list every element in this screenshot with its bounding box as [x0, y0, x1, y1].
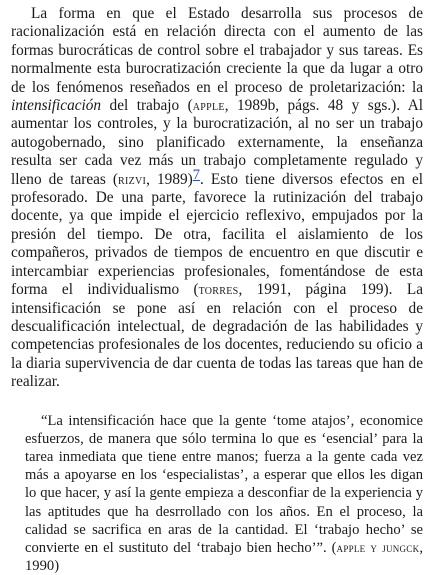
citation-author: rizvi — [118, 171, 147, 188]
quote-text: , 1990) — [25, 539, 423, 575]
paragraph-text: , 1991, página 199). La intensificación se pone así en relación con el proceso de descualificación intelectual, de degradación de las habilidades y competencias profesionales de los docentes, reduciendo su oficio a la diaria supervivencia de dar cuenta de todas las tareas que han de realizar. — [11, 281, 423, 391]
paragraph-text: La forma en que el Estado desarrolla sus procesos de racionalización está en relación directa con el aumento de las formas burocráticas de control sobre el trabajador y sus tareas. Es normalmente esta burocratización creciente la que da lugar a otro de los fenómenos reseñados en el proceso de proletarización: la — [11, 5, 423, 96]
paragraph-text: , 1989b, págs. 48 y sgs.). Al aumentar los controles, y la burocratización, al no ser un trabajo autogobernado, sino planificado externamente, la enseñanza resulta ser cada vez más un trabajo completamente regulado y lleno de tareas ( — [11, 97, 423, 188]
quote-text: “La intensificación hace que la gente ‘tome atajos’, economice esfuerzos, de manera que sólo termina lo que es ‘esencial’ para la tarea inmediata que tiene entre manos; fuerza a la gente cada vez más a apoyarse en los ‘especialistas’, a esperar que ellos les digan lo que hacer, y así la gente empieza a desconfiar de la experiencia y las aptitudes que ha desrrollado con los años. En el proceso, la calidad se sacrifica en aras de la cantidad. El ‘trabajo hecho’ se convierte en el sustituto del ‘trabajo bien hecho’”. ( — [25, 412, 423, 556]
footnote-link[interactable]: 7 — [192, 166, 200, 183]
emphasized-term: intensificación — [11, 97, 102, 115]
citation-author: apple y jungck — [336, 539, 420, 555]
block-quote — [25, 412, 423, 575]
paragraph-text: . Esto tiene diversos efectos en el profesorado. De una parte, favorece la rutinización del trabajo docente, ya que impide el ejercicio reflexivo, empujados por la presión del tiempo. De otra, facilita el aislamiento de los compañeros, privados de tiempos de encuentro en que discutir e intercambiar experiencias profesionales, fomentándose de esta forma el individualismo ( — [11, 170, 423, 299]
body-paragraph — [11, 5, 423, 392]
citation-author: torres — [198, 282, 239, 299]
citation-author: apple — [192, 98, 225, 115]
paragraph-text: del trabajo ( — [101, 97, 193, 115]
paragraph-text: , 1989) — [146, 170, 193, 188]
